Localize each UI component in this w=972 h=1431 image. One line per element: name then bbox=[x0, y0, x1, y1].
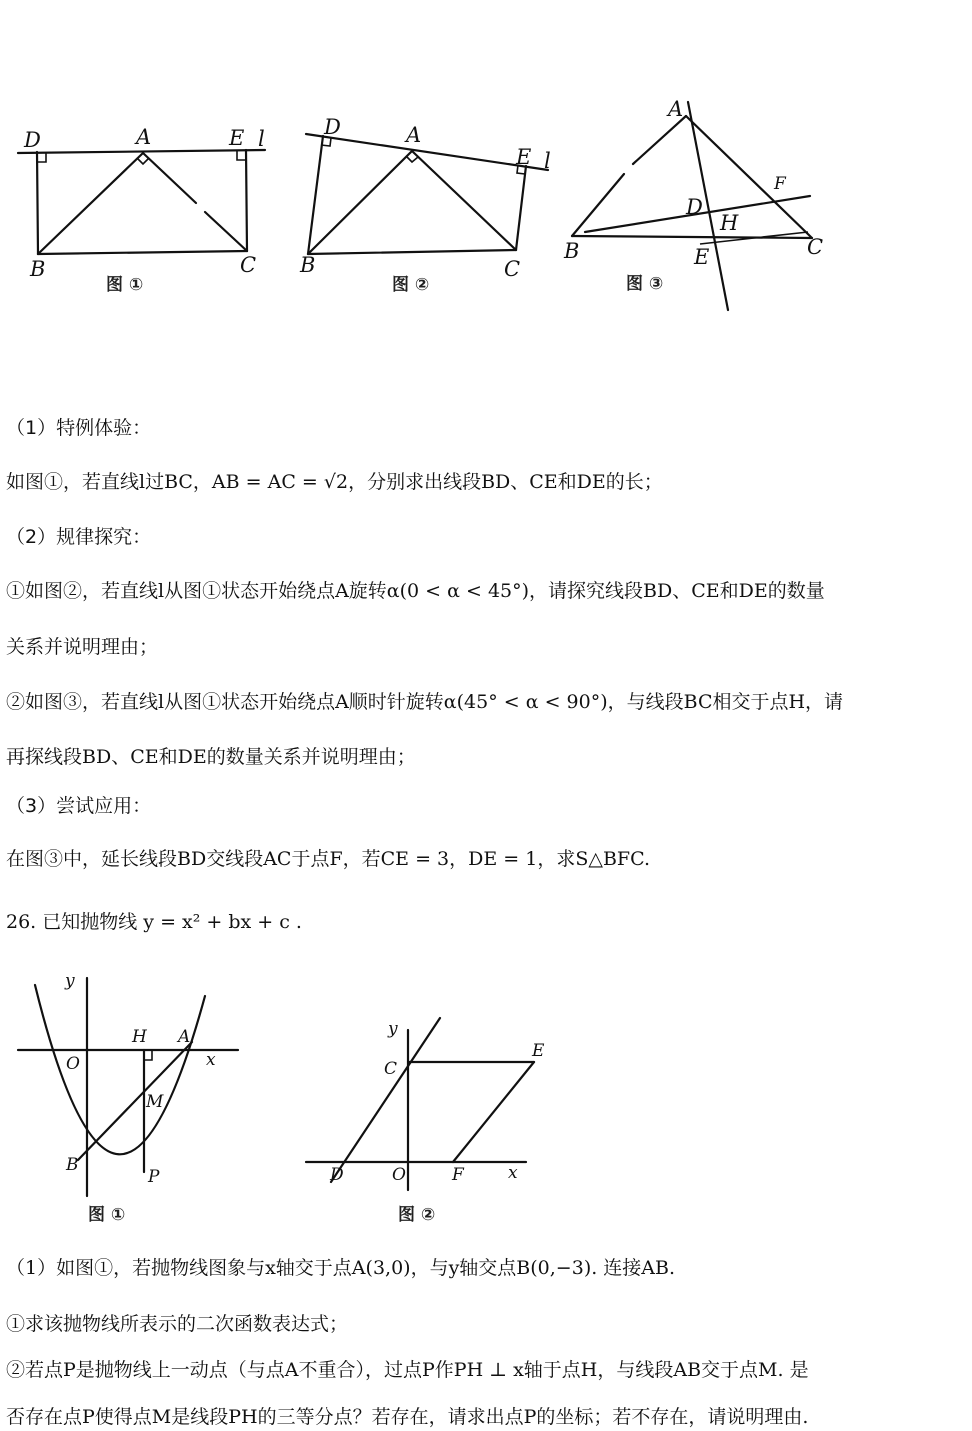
part2-q1-line2: 关系并说明理由； bbox=[6, 636, 159, 658]
part2-heading: （2）规律探究： bbox=[6, 526, 152, 548]
part3-text: 在图③中，延长线段BD交线段AC于点F，若CE = 3，DE = 1，求S△BFC. bbox=[6, 848, 650, 870]
p26-q2-line1: ②若点P是抛物线上一动点（与点A不重合），过点P作PH ⊥ x轴于点H，与线段AB交于点M. 是 bbox=[6, 1359, 809, 1381]
label-B: B bbox=[66, 1155, 79, 1175]
label-l: l bbox=[258, 127, 265, 151]
label-x: x bbox=[508, 1163, 518, 1183]
label-y: y bbox=[388, 1019, 398, 1039]
part1-text: 如图①，若直线l过BC，AB = AC = √2，分别求出线段BD、CE和DE的长； bbox=[6, 471, 663, 493]
figure-2-caption: 图 ② bbox=[392, 275, 430, 295]
figure-parallelogram-caption: 图 ② bbox=[398, 1205, 436, 1225]
label-l: l bbox=[544, 149, 551, 173]
label-H: H bbox=[132, 1027, 147, 1047]
p26-q2-line2: 否存在点P使得点M是线段PH的三等分点？若存在，请求出点P的坐标；若不存在，请说明理由. bbox=[6, 1406, 809, 1428]
label-C: C bbox=[240, 253, 257, 277]
figure-parallelogram bbox=[298, 1010, 558, 1230]
figure-3-caption: 图 ③ bbox=[626, 274, 664, 294]
problem26-title: 26. 已知抛物线 y = x² + bx + c . bbox=[6, 911, 302, 933]
label-A: A bbox=[136, 125, 152, 149]
label-B: B bbox=[564, 239, 580, 263]
label-E: E bbox=[229, 126, 245, 150]
label-P: P bbox=[148, 1167, 160, 1187]
label-B: B bbox=[30, 257, 46, 281]
part1-heading: （1）特例体验： bbox=[6, 417, 152, 439]
label-F: F bbox=[774, 174, 786, 194]
label-C: C bbox=[504, 257, 521, 281]
label-M: M bbox=[146, 1092, 164, 1112]
figure-3-triangle bbox=[560, 92, 840, 322]
label-D: D bbox=[330, 1165, 344, 1185]
label-B: B bbox=[300, 253, 316, 277]
label-E: E bbox=[532, 1041, 545, 1061]
label-x: x bbox=[206, 1050, 216, 1070]
label-O: O bbox=[66, 1054, 80, 1074]
label-C: C bbox=[807, 235, 824, 259]
p26-part1-text: （1）如图①，若抛物线图象与x轴交于点A(3,0)，与y轴交点B(0,−3). 连接AB. bbox=[6, 1257, 676, 1279]
label-D: D bbox=[24, 128, 41, 152]
label-E: E bbox=[516, 145, 532, 169]
label-D: D bbox=[324, 115, 341, 139]
part2-q1-line1: ①如图②，若直线l从图①状态开始绕点A旋转α(0 < α < 45°)，请探究线段BD、CE和DE的数量 bbox=[6, 580, 825, 602]
figure-parabola bbox=[10, 968, 250, 1228]
label-C: C bbox=[384, 1059, 398, 1079]
label-O: O bbox=[392, 1165, 406, 1185]
figure-2-rotated-line bbox=[292, 112, 562, 302]
label-D: D bbox=[686, 195, 703, 219]
part3-heading: （3）尝试应用： bbox=[6, 795, 152, 817]
label-H: H bbox=[720, 211, 739, 235]
label-F: F bbox=[452, 1165, 464, 1185]
part2-q2-line2: 再探线段BD、CE和DE的数量关系并说明理由； bbox=[6, 746, 416, 768]
figure-parabola-caption: 图 ① bbox=[88, 1205, 126, 1225]
part2-q2-line1: ②如图③，若直线l从图①状态开始绕点A顺时针旋转α(45° < α < 90°)，与线段BC相交于点H，请 bbox=[6, 691, 844, 713]
label-y: y bbox=[65, 971, 75, 991]
label-A: A bbox=[668, 97, 684, 121]
label-A: A bbox=[178, 1027, 191, 1047]
label-A: A bbox=[406, 123, 422, 147]
figure-1-caption: 图 ① bbox=[106, 275, 144, 295]
label-E: E bbox=[694, 245, 710, 269]
p26-q1: ①求该抛物线所表示的二次函数表达式； bbox=[6, 1313, 349, 1335]
figure-1-rectangle bbox=[0, 120, 290, 310]
